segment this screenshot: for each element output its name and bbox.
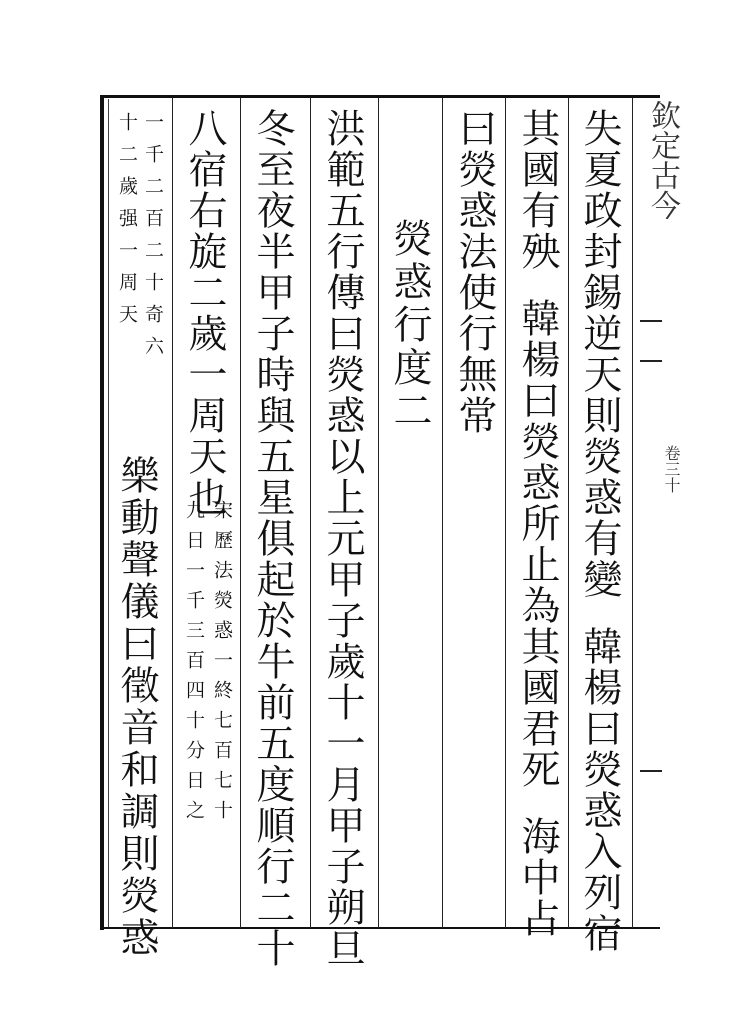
frame-inner-left-border [108, 99, 109, 929]
column-rule [442, 98, 443, 928]
text-column-6 [250, 108, 295, 969]
fishtail-mark [640, 360, 662, 362]
text-segment: 洪範五行傳曰熒惑以上元甲子歲十一月甲子朔旦 [320, 108, 365, 969]
text-segment: 失夏政封錫逆天則熒惑有變 [577, 108, 622, 600]
text-column-7 [182, 108, 227, 518]
text-column-5 [320, 108, 365, 969]
text-segment: 冬至夜半甲子時與五星俱起於牛前五度順行二十 [250, 108, 295, 969]
text-segment: 其國有殃 [515, 108, 560, 272]
column-rule [240, 98, 241, 928]
page-edge-juan: 卷三十 [662, 445, 681, 493]
annotation-right: 宋歷法熒惑一終七百七十 [211, 500, 233, 830]
column-rule [172, 98, 173, 928]
page-edge-title: 欽定古今 [645, 100, 680, 220]
column-rule [632, 98, 633, 928]
column-rule [378, 98, 379, 928]
frame-left-border [100, 95, 104, 930]
text-column-2 [515, 108, 560, 939]
text-segment: 曰熒惑法使行無常 [452, 108, 497, 436]
annotation-left: 九日一千三百四十分日之 [183, 500, 205, 830]
section-heading [387, 218, 432, 433]
annotation-right: 一千二百二十奇六 [142, 112, 164, 368]
text-column-8 [114, 455, 159, 959]
text-segment: 樂動聲儀曰徵音和調則熒惑 [114, 455, 159, 959]
fishtail-mark [640, 770, 662, 772]
text-segment: 海中占 [515, 816, 560, 939]
text-segment: 熒惑行度二 [387, 218, 432, 433]
column-rule [568, 98, 569, 928]
text-column-1 [577, 108, 622, 954]
annotation-left: 十二歲强一周天 [116, 112, 138, 336]
column-rule [505, 98, 506, 928]
frame-top-border [100, 95, 660, 98]
frame-bottom-border [100, 927, 660, 929]
column-rule [310, 98, 311, 928]
text-segment: 韓楊曰熒惑入列宿 [577, 626, 622, 954]
fishtail-mark [640, 320, 662, 322]
text-segment: 八宿右旋二歲一周天也 [182, 108, 227, 518]
text-segment: 韓楊曰熒惑所止為其國君死 [515, 298, 560, 790]
text-column-3 [452, 108, 497, 436]
